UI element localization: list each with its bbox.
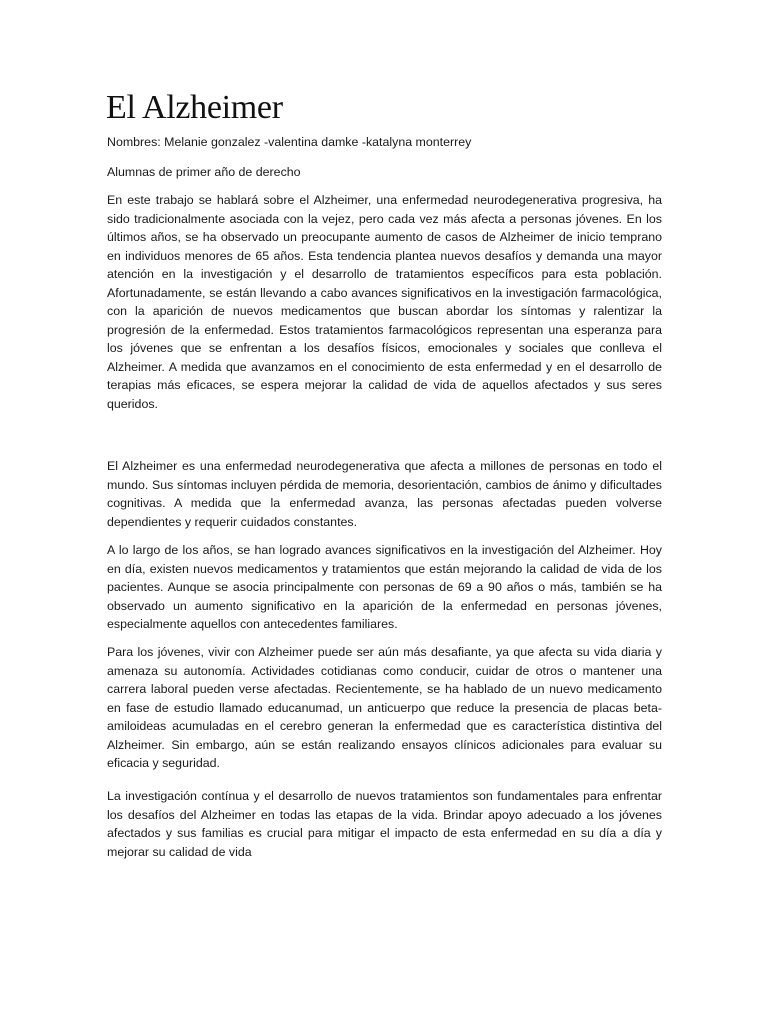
authors-line: Nombres: Melanie gonzalez -valentina damke -katalyna monterrey	[107, 135, 472, 149]
paragraph-conclusion: La investigación contínua y el desarrollo de nuevos tratamientos son fundamentales para enfrentar los desafíos del Alzheimer en todas las etapas de la vida. Brindar apoyo adecuado a los jóvenes afectados y sus familias es crucial para mitigar el impacto de esta enfermedad en su día a día y mejorar su calidad de vida	[107, 789, 662, 859]
paragraph-young-patients: Para los jóvenes, vivir con Alzheimer puede ser aún más desafiante, ya que afecta su vida diaria y amenaza su autonomía. Actividades cotidianas como conducir, cuidar de otros o mantener una carrera laboral pueden verse afectadas. Recientemente, se ha hablado de un nuevo medicamento en fase de estudio llamado educanumad, un anticuerpo que reduce la presencia de placas beta-amiloideas acumuladas en el cerebro generan la enfermedad que es característica distintiva del Alzheimer. Sin embargo, aún se están realizando ensayos clínicos adicionales para evaluar su eficacia y seguridad.	[107, 645, 662, 770]
paragraph-definition: El Alzheimer es una enfermedad neurodegenerativa que afecta a millones de personas en todo el mundo. Sus síntomas incluyen pérdida de memoria, desorientación, cambios de ánimo y dificultades cognitivas. A medida que la enfermedad avanza, las personas afectadas pueden volverse dependientes y requerir cuidados constantes.	[107, 459, 662, 529]
paragraph-advances: A lo largo de los años, se han logrado avances significativos en la investigación del Alzheimer. Hoy en día, existen nuevos medicamentos y tratamientos que están mejorando la calidad de vida de los pacientes. Aunque se asocia principalmente con personas de 69 a 90 años o más, también se ha observado un aumento significativo en la aparición de la enfermedad en personas jóvenes, especialmente aquellos con antecedentes familiares.	[107, 543, 662, 631]
subtitle-line: Alumnas de primer año de derecho	[107, 165, 301, 179]
document-title: El Alzheimer	[106, 89, 283, 126]
paragraph-introduction: En este trabajo se hablará sobre el Alzheimer, una enfermedad neurodegenerativa progresiva, ha sido tradicionalmente asociada con la vejez, pero cada vez más afecta a personas jóvenes. En los últimos años, se ha observado un preocupante aumento de casos de Alzheimer de inicio temprano en individuos menores de 65 años. Esta tendencia plantea nuevos desafíos y demanda una mayor atención en la investigación y el desarrollo de tratamientos específicos para esta población. Afortunadamente, se están llevando a cabo avances significativos en la investigación farmacológica, con la aparición de nuevos medicamentos que buscan abordar los síntomas y ralentizar la progresión de la enfermedad. Estos tratamientos farmacológicos representan una esperanza para los jóvenes que se enfrentan a los desafíos físicos, emocionales y sociales que conlleva el Alzheimer. A medida que avanzamos en el conocimiento de esta enfermedad y en el desarrollo de terapias más eficaces, se espera mejorar la calidad de vida de aquellos afectados y sus seres queridos.	[107, 193, 662, 411]
